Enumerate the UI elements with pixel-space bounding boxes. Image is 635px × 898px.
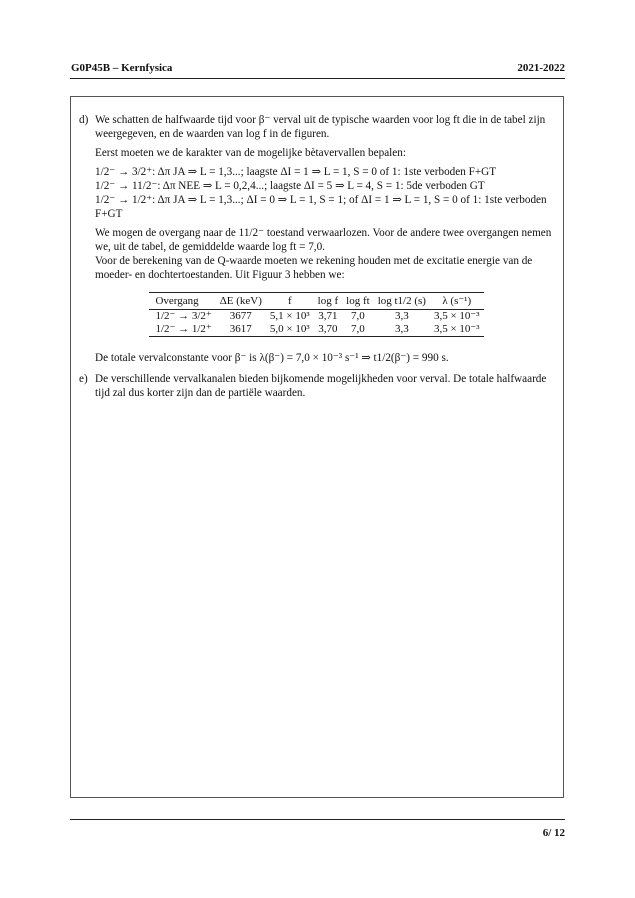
part-d-first: Eerst moeten we de karakter van de mogelijke bètavervallen bepalen: <box>95 147 406 159</box>
page-number: 6/ 12 <box>542 827 565 839</box>
transition-line-2: 1/2⁻ → 11/2⁻: Δπ NEE ⇒ L = 0,2,4...; laagste ΔI = 5 ⇒ L = 4, S = 1: 5de verboden GT <box>95 180 485 192</box>
decay-table <box>149 292 483 337</box>
table-cell: 3,70 <box>314 323 342 337</box>
academic-year: 2021-2022 <box>517 62 565 74</box>
table-cell: 5,1 × 10³ <box>269 310 310 322</box>
col-header: λ (s⁻¹) <box>430 293 484 310</box>
table-cell: 1/2⁻ → 1/2⁺ <box>149 323 215 337</box>
col-header: f <box>266 293 314 310</box>
table-cell: 7,0 <box>351 310 365 322</box>
table-cell: 3,71 <box>318 310 338 322</box>
table-cell: 1/2⁻ → 3/2⁺ <box>155 310 212 322</box>
col-header: ΔE (keV) <box>216 293 266 310</box>
header-rule <box>70 78 565 79</box>
part-d-intro: We schatten de halfwaarde tijd voor β⁻ verval uit de typische waarden voor log ft die in de tabel zijn weergegeven, en de waarden van log f in de figuren. <box>95 114 546 140</box>
table-cell: 3,5 × 10⁻³ <box>430 323 484 337</box>
part-e <box>79 372 554 400</box>
table-cell: 5,0 × 10³ <box>266 323 314 337</box>
part-d <box>79 113 554 365</box>
transition-line-1: 1/2⁻ → 3/2⁺: Δπ JA ⇒ L = 1,3...; laagste ΔI = 1 ⇒ L = 1, S = 0 of 1: 1ste verboden F+GT <box>95 166 497 178</box>
part-d-summary: De totale vervalconstante voor β⁻ is λ(β⁻) = 7,0 × 10⁻³ s⁻¹ ⇒ t1/2(β⁻) = 990 s. <box>95 352 449 364</box>
table-cell: 3617 <box>216 323 266 337</box>
col-header: log t1/2 (s) <box>374 293 430 310</box>
part-d-label: d) <box>79 114 89 126</box>
table-cell: 3,3 <box>394 310 409 322</box>
footer-rule <box>70 819 565 820</box>
table-cell: 3677 <box>229 310 252 322</box>
col-header: log ft <box>342 293 374 310</box>
table-row <box>149 310 483 324</box>
part-e-label: e) <box>79 373 88 385</box>
course-title: G0P45B – Kernfysica <box>71 62 173 74</box>
part-d-qvalue: Voor de berekening van de Q-waarde moeten we rekening houden met de excitatie energie van de moeder- en dochtertoestanden. Uit Figuur 3 hebben we: <box>95 255 533 281</box>
table-cell: 3,3 <box>374 323 430 337</box>
table-wrapper <box>79 292 554 337</box>
table-row <box>149 323 483 337</box>
transition-line-3: 1/2⁻ → 1/2⁺: Δπ JA ⇒ L = 1,3...; ΔI = 0 ⇒ L = 1, S = 1; of ΔI = 1 ⇒ L = 1, S = 0 of 1: 1ste verboden F+GT <box>95 194 547 220</box>
col-header: log f <box>314 293 342 310</box>
part-d-neglect: We mogen de overgang naar de 11/2⁻ toestand verwaarlozen. Voor de andere twee overgangen nemen we, uit de tabel, de gemiddelde waarde log ft = 7,0. <box>95 227 552 253</box>
part-e-text: De verschillende vervalkanalen bieden bijkomende mogelijkheden voor verval. De totale halfwaarde tijd zal dus korter zijn dan de partiële waarden. <box>95 373 547 399</box>
table-cell: 7,0 <box>342 323 374 337</box>
col-header: Overgang <box>149 293 215 310</box>
answer-content <box>79 113 554 400</box>
table-cell: 3,5 × 10⁻³ <box>433 310 480 322</box>
table-header-row <box>149 293 483 310</box>
